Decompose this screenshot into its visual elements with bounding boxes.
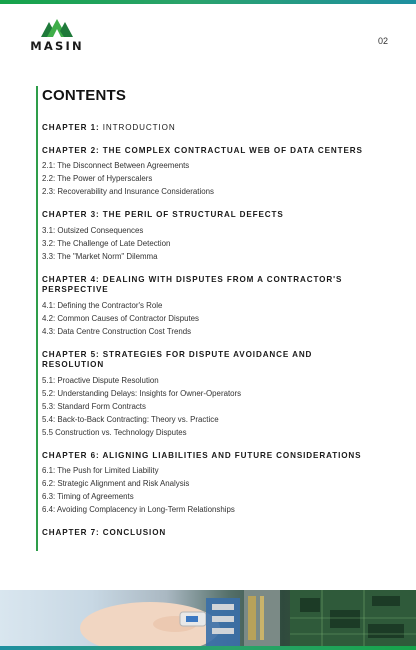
chapter-name: STRATEGIES FOR DISPUTE AVOIDANCE AND RESOLUTION [42, 349, 313, 369]
section-item: 5.3: Standard Form Contracts [42, 401, 146, 411]
section-item: 2.3: Recoverability and Insurance Considerations [42, 187, 214, 196]
chapter-name: INTRODUCTION [102, 123, 176, 132]
section-item: 4.2: Common Causes of Contractor Disputes [42, 313, 200, 323]
section-item: 6.1: The Push for Limited Liability [42, 466, 159, 475]
chapter-label: CHAPTER 2: [42, 145, 100, 155]
footer-photo-hardware [0, 590, 416, 646]
masin-logo-icon [41, 18, 73, 37]
chapter-label: CHAPTER 5: [42, 349, 100, 359]
section-item: 3.3: The "Market Norm" Dilemma [42, 251, 158, 261]
section-item: 4.3: Data Centre Construction Cost Trends [42, 326, 192, 336]
server-hardware-illustration [0, 590, 416, 646]
chapter-heading [42, 350, 376, 371]
section-list [42, 464, 376, 516]
brand-logo [24, 18, 90, 56]
chapter-label: CHAPTER 4: [42, 274, 100, 284]
section-item: 5.1: Proactive Dispute Resolution [42, 375, 159, 385]
chapter-heading [42, 123, 376, 134]
chapter-name: CONCLUSION [102, 528, 167, 537]
chapter-label: CHAPTER 6: [42, 450, 100, 460]
chapter-heading [42, 528, 376, 539]
table-of-contents [36, 86, 376, 551]
chapter-label: CHAPTER 7: [42, 528, 100, 537]
chapter-3 [42, 210, 376, 263]
chapter-heading [42, 146, 376, 157]
chapter-2 [42, 146, 376, 199]
chapter-label: CHAPTER 1: [42, 123, 100, 132]
toc-title: CONTENTS [42, 87, 127, 104]
top-accent-stripe [0, 0, 416, 4]
chapter-name: THE COMPLEX CONTRACTUAL WEB OF DATA CENTERS [102, 145, 363, 155]
section-item: 6.2: Strategic Alignment and Risk Analysis [42, 479, 190, 488]
section-list [42, 224, 376, 263]
page-number: 02 [377, 36, 388, 46]
section-item: 2.1: The Disconnect Between Agreements [42, 161, 190, 170]
chapter-label: CHAPTER 3: [42, 210, 100, 219]
section-item: 3.2: The Challenge of Late Detection [42, 238, 171, 248]
section-list [42, 374, 376, 439]
chapter-name: ALIGNING LIABILITIES AND FUTURE CONSIDERATIONS [102, 450, 362, 460]
section-list [42, 299, 376, 338]
chapter-1 [42, 123, 376, 134]
chapter-5 [42, 350, 376, 439]
section-item: 5.4: Back-to-Back Contracting: Theory vs. Practice [42, 414, 219, 424]
chapter-heading [42, 275, 376, 296]
section-item: 5.5 Construction vs. Technology Disputes [42, 427, 187, 437]
chapter-6 [42, 451, 376, 517]
chapter-4 [42, 275, 376, 338]
section-item: 2.2: The Power of Hyperscalers [42, 174, 153, 183]
section-item: 4.1: Defining the Contractor's Role [42, 300, 163, 310]
chapter-heading [42, 210, 376, 221]
section-item: 5.2: Understanding Delays: Insights for Owner-Operators [42, 388, 242, 398]
chapter-name: THE PERIL OF STRUCTURAL DEFECTS [102, 210, 284, 219]
brand-name: MASIN [30, 39, 84, 53]
chapter-heading [42, 451, 376, 462]
chapter-7 [42, 528, 376, 539]
section-item: 6.3: Timing of Agreements [42, 492, 134, 501]
section-list [42, 159, 376, 198]
chapter-name: DEALING WITH DISPUTES FROM A CONTRACTOR'S PERSPECTIVE [42, 274, 343, 294]
section-item: 6.4: Avoiding Complacency in Long-Term Relationships [42, 505, 235, 514]
section-item: 3.1: Outsized Consequences [42, 225, 144, 235]
bottom-accent-stripe [0, 646, 416, 650]
